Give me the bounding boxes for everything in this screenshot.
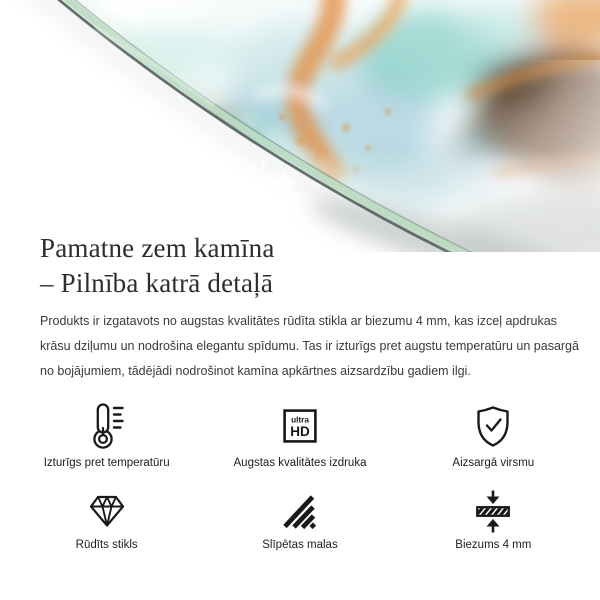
feature-protection <box>397 402 590 470</box>
shield-check-icon <box>474 402 512 450</box>
page-title <box>40 231 275 301</box>
svg-text:HD: HD <box>290 424 310 439</box>
page-title-line2: – Pilnība katrā detaļā <box>40 268 274 298</box>
feature-thickness <box>397 490 590 552</box>
diamond-icon <box>88 490 126 532</box>
marble-glass-disc <box>0 0 600 252</box>
feature-print-quality <box>203 402 396 470</box>
feature-grid <box>10 402 590 552</box>
feature-label: Izturīgs pret temperatūru <box>43 457 170 469</box>
feature-temperature <box>10 402 203 470</box>
description-line: no bojājumiem, tādējādi nodrošinot kamīna apkārtnes aizsardzību gadiem ilgi. <box>40 364 471 378</box>
thermometer-icon <box>86 402 128 450</box>
feature-label: Aizsargā virsmu <box>452 457 535 469</box>
svg-text:ultra: ultra <box>291 415 309 425</box>
feature-tempered-glass <box>10 490 203 552</box>
description-line: krāsu dziļumu un nodrošina elegantu spīdumu. Tas ir izturīgs pret augstu temperatūru un pasargā <box>40 339 579 353</box>
description-line: Produkts ir izgatavots no augstas kvalitātes rūdīta stikla ar biezumu 4 mm, kas izceļ apdrukas <box>40 314 557 328</box>
feature-label: Rūdīts stikls <box>75 539 138 551</box>
product-description <box>40 309 579 384</box>
feature-label: Slīpētas malas <box>262 539 338 551</box>
feature-label: Biezums 4 mm <box>455 539 532 551</box>
ultra-hd-icon <box>283 402 317 450</box>
beveled-edges-icon <box>282 490 318 532</box>
feature-beveled-edges <box>203 490 396 552</box>
thickness-icon <box>475 490 511 532</box>
page-title-line1: Pamatne zem kamīna <box>40 233 275 263</box>
feature-label: Augstas kvalitātes izdruka <box>233 457 367 469</box>
product-hero-image <box>0 0 600 252</box>
